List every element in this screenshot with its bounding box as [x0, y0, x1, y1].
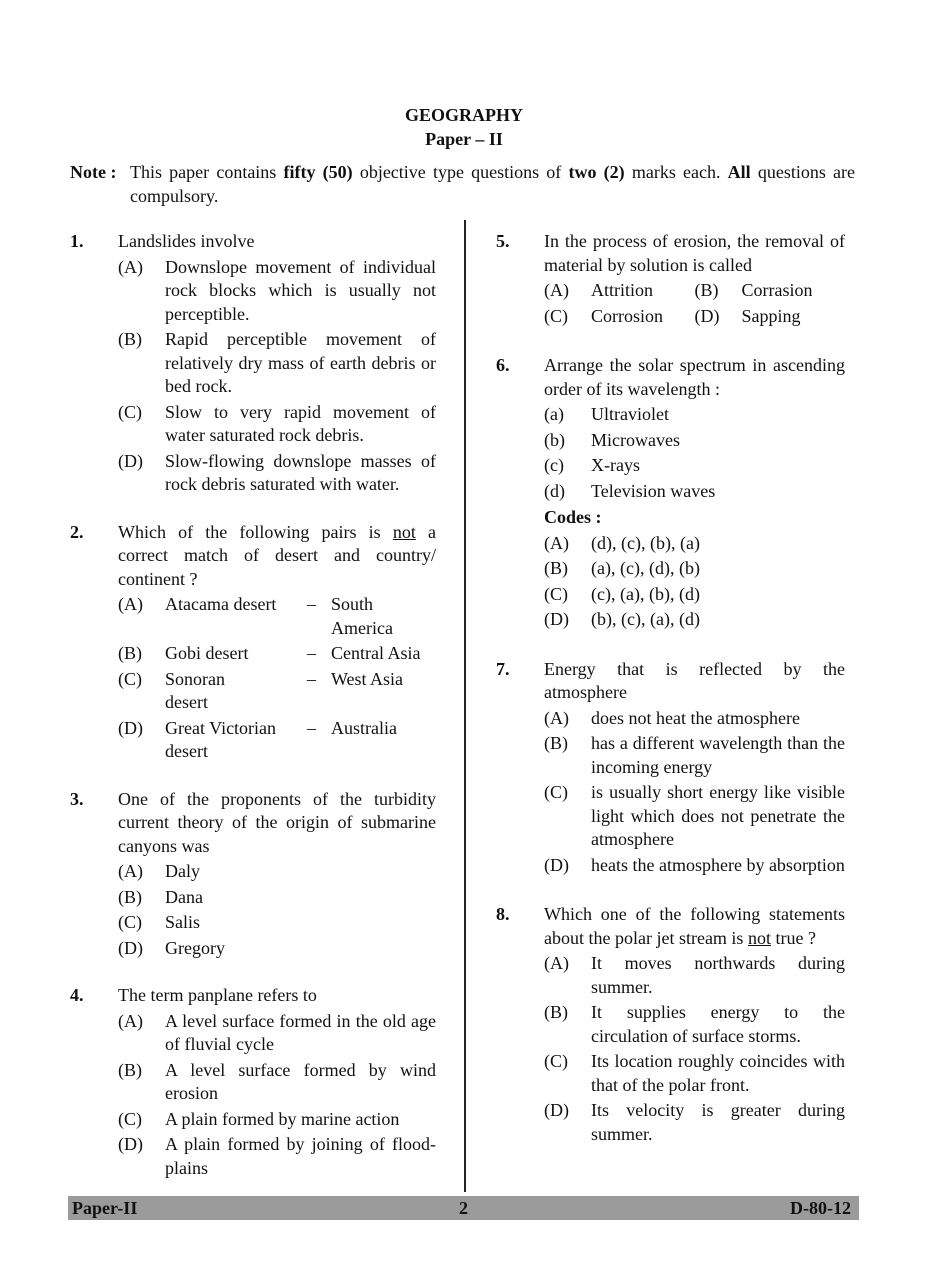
option-b: (B) Rapid perceptible movement of relatively dry mass of earth debris or bed rock. [118, 329, 436, 396]
pair-b: (B) Gobi desert – Central Asia [118, 643, 421, 663]
question-number: 4. [70, 985, 84, 1005]
option-a: (A) Attrition [544, 280, 653, 300]
left-column [70, 230, 436, 1180]
question-stem: Which of the following pairs is not a correct match of desert and country/ continent ? [118, 521, 436, 589]
instructions-note [70, 160, 855, 208]
question-stem: Arrange the solar spectrum in ascending order of its wavelength : [544, 355, 845, 399]
column-divider [464, 220, 466, 1192]
question-8 [496, 903, 845, 1146]
question-stem: The term panplane refers to [118, 985, 317, 1005]
pair-c: (C) Sonoran desert – West Asia [118, 668, 404, 712]
question-1 [70, 230, 436, 497]
question-stem: Landslides involve [118, 231, 255, 251]
item-c: (c) X-rays [544, 455, 640, 475]
pair-d: (D) Great Victorian desert – Australia [118, 717, 397, 761]
question-7 [496, 658, 845, 878]
footer-paper-label: Paper-II [72, 1198, 138, 1218]
option-c: (C) Salis [118, 912, 201, 932]
option-d: (D) Slow-flowing downslope masses of rock debris saturated with water. [118, 450, 436, 494]
question-number: 1. [70, 231, 84, 251]
option-b: (B) It supplies energy to the circulation of surface storms. [544, 1002, 845, 1046]
question-stem: Energy that is reflected by the atmosphere [544, 658, 845, 702]
option-a: (A) Downslope movement of individual rock blocks which is usually not perceptible. [118, 256, 436, 324]
item-b: (b) Microwaves [544, 429, 680, 450]
note-text: This paper contains fifty (50) objective type questions of two (2) marks each. All questions are compulsory. [130, 162, 855, 206]
item-a: (a) Ultraviolet [544, 404, 669, 424]
question-number: 7. [496, 658, 510, 679]
question-4 [70, 984, 436, 1180]
question-stem: One of the proponents of the turbidity current theory of the origin of submarine canyons was [118, 788, 436, 856]
page-title: GEOGRAPHY [404, 105, 523, 125]
paper-label: Paper – II [425, 129, 503, 149]
item-d: (d) Television waves [544, 480, 716, 501]
option-b: (B) A level surface formed by wind erosion [118, 1059, 436, 1103]
option-c: (C) A plain formed by marine action [118, 1108, 400, 1129]
question-stem: Which one of the following statements about the polar jet stream is not true ? [544, 904, 845, 948]
option-a: (A) does not heat the atmosphere [544, 707, 800, 728]
note-label: Note : [70, 162, 117, 182]
option-d: (D) A plain formed by joining of flood-plains [118, 1134, 436, 1178]
option-c: (C) Slow to very rapid movement of water saturated rock debris. [118, 401, 436, 445]
option-c: (C) Its location roughly coincides with that of the polar front. [544, 1051, 845, 1095]
option-b: (B) (a), (c), (d), (b) [544, 558, 700, 578]
question-number: 2. [70, 521, 84, 542]
question-number: 6. [496, 355, 510, 375]
option-a: (A) (d), (c), (b), (a) [544, 532, 700, 553]
option-a: (A) Daly [118, 861, 200, 881]
page-footer [68, 1196, 859, 1220]
pair-a: (A) Atacama desert – South America [118, 594, 393, 638]
option-a: (A) A level surface formed in the old age of fluvial cycle [118, 1010, 436, 1054]
question-5 [496, 230, 845, 328]
option-b: (B) Dana [118, 886, 203, 907]
question-number: 5. [496, 231, 510, 251]
option-a: (A) It moves northwards during summer. [544, 953, 845, 997]
right-column [496, 230, 845, 1146]
option-d: (D) (b), (c), (a), (d) [544, 609, 700, 629]
question-2 [70, 521, 436, 764]
option-b: (B) Corrasion [694, 280, 813, 300]
question-number: 3. [70, 788, 84, 809]
paper-code: D-80-12 [790, 1198, 851, 1218]
question-3 [70, 788, 436, 961]
options-row-2 [544, 305, 845, 329]
option-d: (D) heats the atmosphere by absorption [544, 854, 845, 875]
option-b: (B) has a different wavelength than the incoming energy [544, 733, 845, 777]
option-c: (C) is usually short energy like visible light which does not penetrate the atmosphere [544, 782, 845, 849]
options-row-1 [544, 279, 845, 303]
option-c: (C) Corrosion [544, 305, 663, 326]
page-number: 2 [459, 1198, 468, 1218]
question-6 [496, 354, 845, 632]
option-d: (D) Its velocity is greater during summer. [544, 1100, 845, 1144]
option-d: (D) Sapping [694, 305, 801, 326]
question-stem: In the process of erosion, the removal of material by solution is called [544, 231, 845, 275]
question-number: 8. [496, 904, 510, 924]
option-d: (D) Gregory [118, 937, 225, 958]
option-c: (C) (c), (a), (b), (d) [544, 583, 700, 604]
codes-label: Codes : [544, 507, 602, 527]
